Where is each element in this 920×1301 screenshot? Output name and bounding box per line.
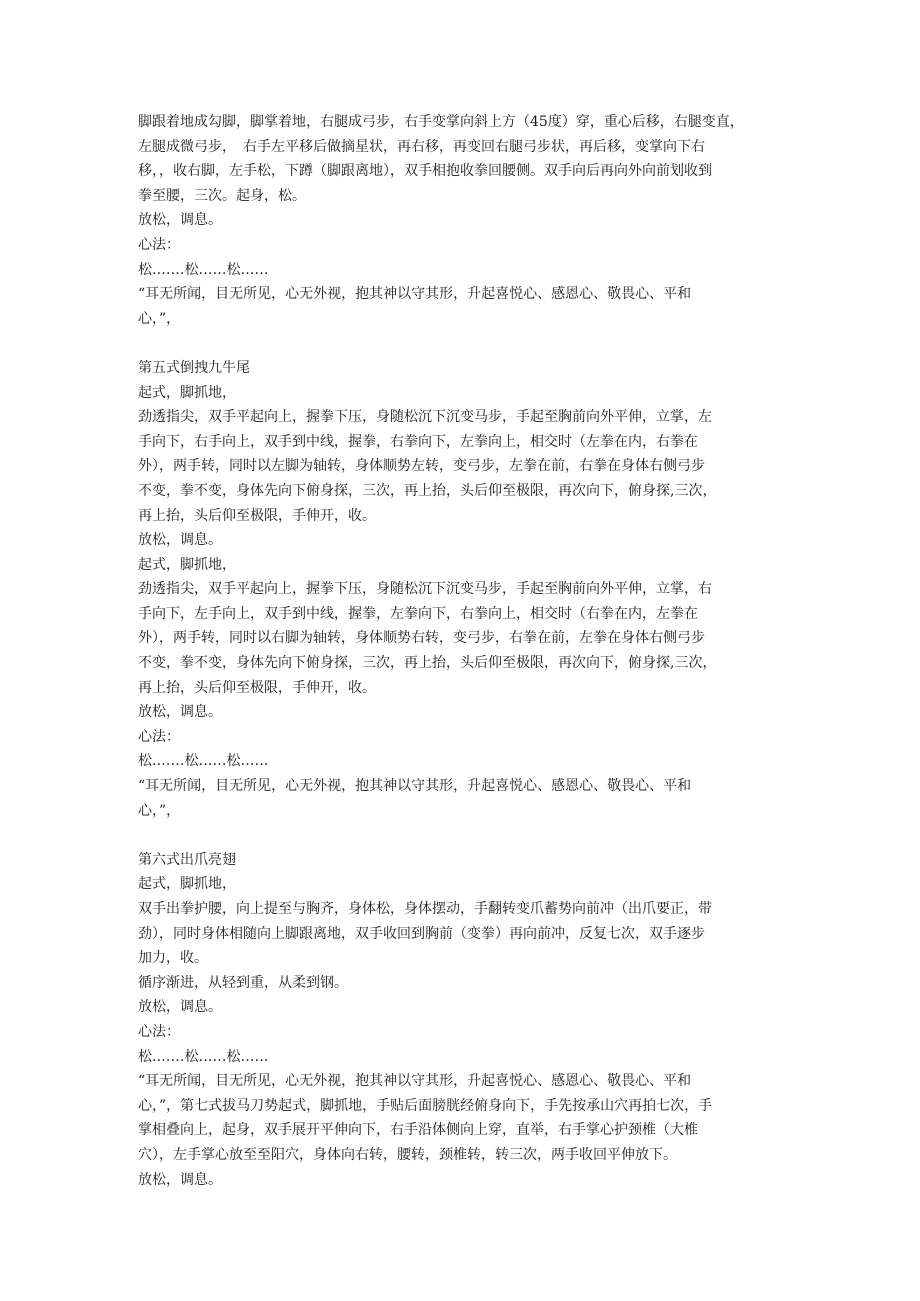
text-line: 放松，调息。 bbox=[138, 1171, 222, 1188]
text-line: 劲透指尖，双手平起向上，握拳下压，身随松沉下沉变马步，手起至胸前向外平伸，立掌，左 bbox=[138, 409, 712, 426]
text-line: 劲透指尖，双手平起向上，握拳下压，身随松沉下沉变马步，手起至胸前向外平伸，立掌，右 bbox=[138, 581, 712, 598]
document-body bbox=[138, 110, 818, 1192]
text-line: 心，”， bbox=[138, 310, 181, 327]
text-line: “耳无所闻，目无所见，心无外视，抱其神以守其形，升起喜悦心、感恩心、敬畏心、平和 bbox=[138, 1073, 692, 1090]
text-line: 起式，脚抓地， bbox=[138, 876, 236, 893]
text-line: 脚跟着地成勾脚，脚掌着地，右腿成弓步，右手变掌向斜上方（45度）穿，重心后移，右腿变直， bbox=[138, 114, 744, 130]
text-line: 穴），左手掌心放至至阳穴，身体向右转，腰转，颈椎转，转三次，两手收回平伸放下。 bbox=[138, 1146, 677, 1163]
text-line: 心法： bbox=[138, 236, 180, 253]
text-line: 松.……松……松…… bbox=[138, 1048, 269, 1065]
text-line: 双手出拳护腰，向上提至与胸齐，身体松，身体摆动，手翻转变爪蓄势向前冲（出爪要正，带 bbox=[138, 901, 712, 917]
text-line: 再上抬，头后仰至极限，手伸开，收。 bbox=[138, 507, 376, 524]
text-line: 第六式出爪亮翅 bbox=[138, 851, 236, 868]
text-line: 起式，脚抓地， bbox=[138, 556, 236, 573]
text-line: 掌相叠向上，起身，双手展开平伸向下，右手沿体侧向上穿，直举，右手掌心护颈椎（大椎 bbox=[138, 1122, 698, 1139]
text-line: 心，”，第七式拔马刀势起式，脚抓地，手贴后面膀胱经俯身向下，手先按承山穴再拍七次，手 bbox=[138, 1097, 713, 1114]
text-line: 循序渐进，从轻到重，从柔到钢。 bbox=[138, 974, 348, 991]
text-line: 放松，调息。 bbox=[138, 532, 222, 549]
text-line: 心法： bbox=[138, 1023, 180, 1040]
text-line: 手向下，右手向上，双手到中线，握拳，右拳向下，左拳向上，相交时（左拳在内，右拳在 bbox=[138, 433, 698, 450]
text-line: “耳无所闻，目无所见，心无外视，抱其神以守其形，升起喜悦心、感恩心、敬畏心、平和 bbox=[138, 286, 692, 303]
text-line: 拳至腰，三次。起身，松。 bbox=[138, 187, 306, 204]
text-line: 放松，调息。 bbox=[138, 704, 222, 721]
text-line: 起式，脚抓地， bbox=[138, 384, 236, 401]
text-line: 第五式倒拽九牛尾 bbox=[138, 359, 250, 376]
text-line: 外），两手转，同时以左脚为轴转，身体顺势左转，变弓步，左拳在前，右拳在身体右侧弓步 bbox=[138, 458, 705, 475]
text-line: 放松，调息。 bbox=[138, 999, 222, 1016]
text-line: 心，”， bbox=[138, 802, 181, 819]
text-line: 移，，收右脚，左手松，下蹲（脚跟离地），双手相抱收拳回腰侧。双手向后再向外向前划收到 bbox=[138, 163, 712, 180]
text-line: 心法： bbox=[138, 728, 180, 745]
text-line: 不变，拳不变，身体先向下俯身探，三次，再上抬，头后仰至极限，再次向下，俯身探,三次， bbox=[138, 482, 717, 499]
text-line: 手向下，左手向上，双手到中线，握拳，左拳向下，右拳向上，相交时（右拳在内，左拳在 bbox=[138, 605, 698, 622]
text-line: “耳无所闻，目无所见，心无外视，抱其神以守其形，升起喜悦心、感恩心、敬畏心、平和 bbox=[138, 778, 692, 795]
text-line: 外），两手转，同时以右脚为轴转，身体顺势右转，变弓步，右拳在前，左拳在身体右侧弓步 bbox=[138, 630, 705, 647]
text-line: 放松，调息。 bbox=[138, 212, 222, 229]
text-line: 左腿成微弓步， 右手左平移后做摘星状，再右移，再变回右腿弓步状，再后移，变掌向下右 bbox=[138, 138, 705, 155]
text-line: 劲），同时身体相随向上脚跟离地，双手收回到胸前（变拳）再向前冲，反复七次，双手逐步 bbox=[138, 925, 705, 942]
text-line: 松.……松……松…… bbox=[138, 753, 269, 770]
text-line: 不变，拳不变，身体先向下俯身探，三次，再上抬，头后仰至极限，再次向下，俯身探,三次， bbox=[138, 655, 717, 672]
text-line: 加力，收。 bbox=[138, 950, 208, 967]
blank-line bbox=[138, 823, 818, 848]
blank-line bbox=[138, 331, 818, 356]
text-line: 再上抬，头后仰至极限，手伸开，收。 bbox=[138, 679, 376, 696]
text-line: 松.……松……松…… bbox=[138, 261, 269, 278]
